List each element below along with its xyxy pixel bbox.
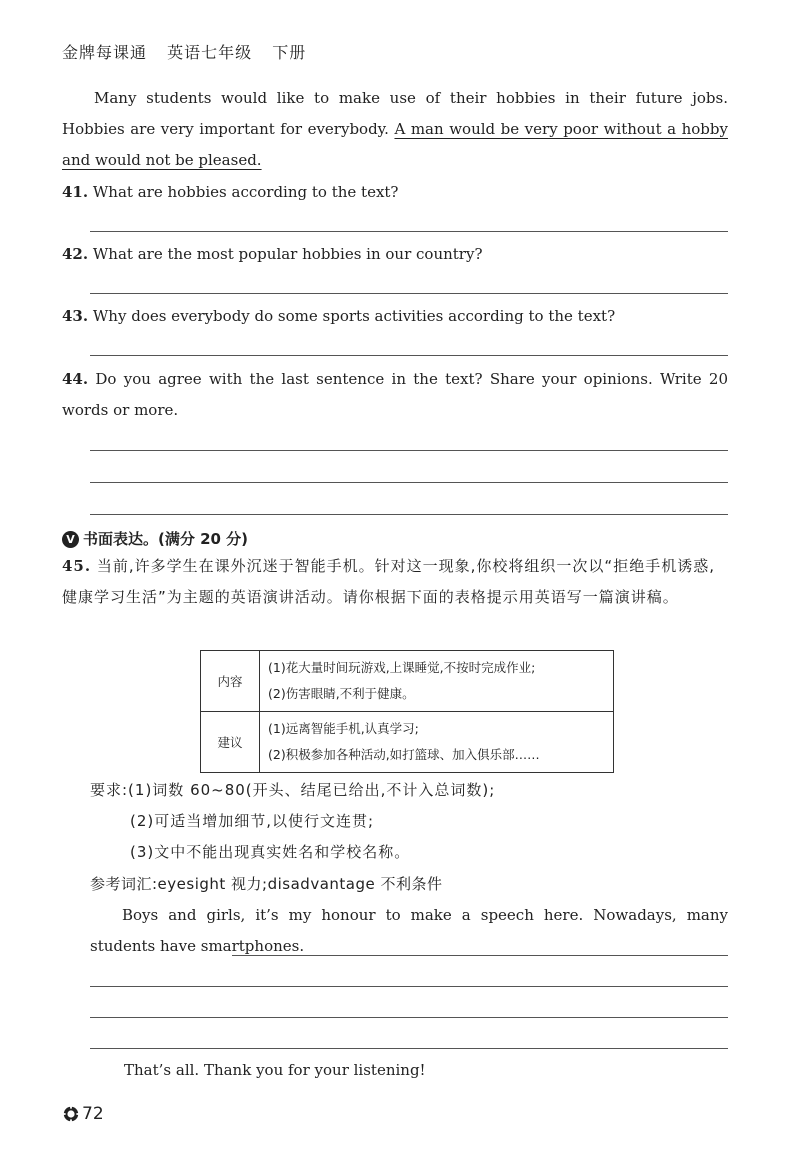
row-item: (1)远离智能手机,认真学习; xyxy=(268,721,419,736)
page-number xyxy=(62,1104,104,1124)
table-row xyxy=(201,651,614,712)
question-text: What are the most popular hobbies in our country? xyxy=(92,245,483,263)
requirement-2: (2)可适当增加细节,以使行文连贯; xyxy=(130,812,375,830)
question-number: 45. xyxy=(62,557,92,575)
book-title: 金牌每课通 xyxy=(62,43,148,62)
passage-paragraph xyxy=(62,83,728,176)
answer-line-44b[interactable] xyxy=(90,482,728,483)
row-item: (2)积极参加各种活动,如打篮球、加入俱乐部…… xyxy=(268,747,540,762)
question-45 xyxy=(62,551,728,613)
essay-line-1[interactable] xyxy=(232,955,728,956)
requirement-1: 要求:(1)词数 60~80(开头、结尾已给出,不计入总词数); xyxy=(90,781,496,799)
answer-line-43[interactable] xyxy=(90,355,728,356)
question-44 xyxy=(62,364,728,426)
question-number: 42. xyxy=(62,245,89,263)
essay-line-2[interactable] xyxy=(90,986,728,987)
table-row xyxy=(201,712,614,773)
hint-table xyxy=(200,650,614,773)
requirement-3: (3)文中不能出现真实姓名和学校名称。 xyxy=(130,843,411,861)
section-title: 书面表达。(满分 20 分) xyxy=(83,530,249,548)
answer-line-44a[interactable] xyxy=(90,450,728,451)
page-number-icon xyxy=(62,1105,80,1123)
section-badge: V xyxy=(62,531,79,548)
question-text: Why does everybody do some sports activities according to the text? xyxy=(92,307,616,325)
section-heading xyxy=(62,525,248,553)
answer-line-44c[interactable] xyxy=(90,514,728,515)
question-text: 当前,许多学生在课外沉迷于智能手机。针对这一现象,你校将组织一次以“拒绝手机诱惑,健康学习生活”为主题的英语演讲活动。请你根据下面的表格提示用英语写一篇演讲稿。 xyxy=(62,557,715,606)
answer-line-42[interactable] xyxy=(90,293,728,294)
passage-text: Many students would like to make use of their hobbies in their future jobs. Hobbies are very important for everybody. xyxy=(62,89,728,138)
row-item: (2)伤害眼睛,不利于健康。 xyxy=(268,686,415,701)
answer-line-41[interactable] xyxy=(90,231,728,232)
essay-opening: Boys and girls, it’s my honour to make a speech here. Nowadays, many students have smartphones. xyxy=(90,906,728,955)
question-41 xyxy=(62,177,728,208)
essay-line-3[interactable] xyxy=(90,1017,728,1018)
question-43 xyxy=(62,301,728,332)
volume-title: 下册 xyxy=(272,43,307,62)
essay-closing: That’s all. Thank you for your listening! xyxy=(124,1061,426,1079)
row-content xyxy=(260,712,614,773)
passage-underlined-sentence: A man would be very poor without a hobby and would not be pleased. xyxy=(62,120,728,169)
essay-line-4[interactable] xyxy=(90,1048,728,1049)
page-number-text: 72 xyxy=(82,1104,104,1124)
page-header xyxy=(62,40,320,63)
question-text: What are hobbies according to the text? xyxy=(92,183,399,201)
question-text: Do you agree with the last sentence in the text? Share your opinions. Write 20 words or more. xyxy=(62,370,728,419)
question-number: 41. xyxy=(62,183,89,201)
row-item: (1)花大量时间玩游戏,上课睡觉,不按时完成作业; xyxy=(268,660,536,675)
question-number: 44. xyxy=(62,370,89,388)
question-42 xyxy=(62,239,728,270)
row-content xyxy=(260,651,614,712)
row-label: 建议 xyxy=(201,712,260,773)
row-label: 内容 xyxy=(201,651,260,712)
reference-vocabulary: 参考词汇:eyesight 视力;disadvantage 不利条件 xyxy=(90,875,443,893)
question-number: 43. xyxy=(62,307,89,325)
subject-title: 英语七年级 xyxy=(167,43,253,62)
